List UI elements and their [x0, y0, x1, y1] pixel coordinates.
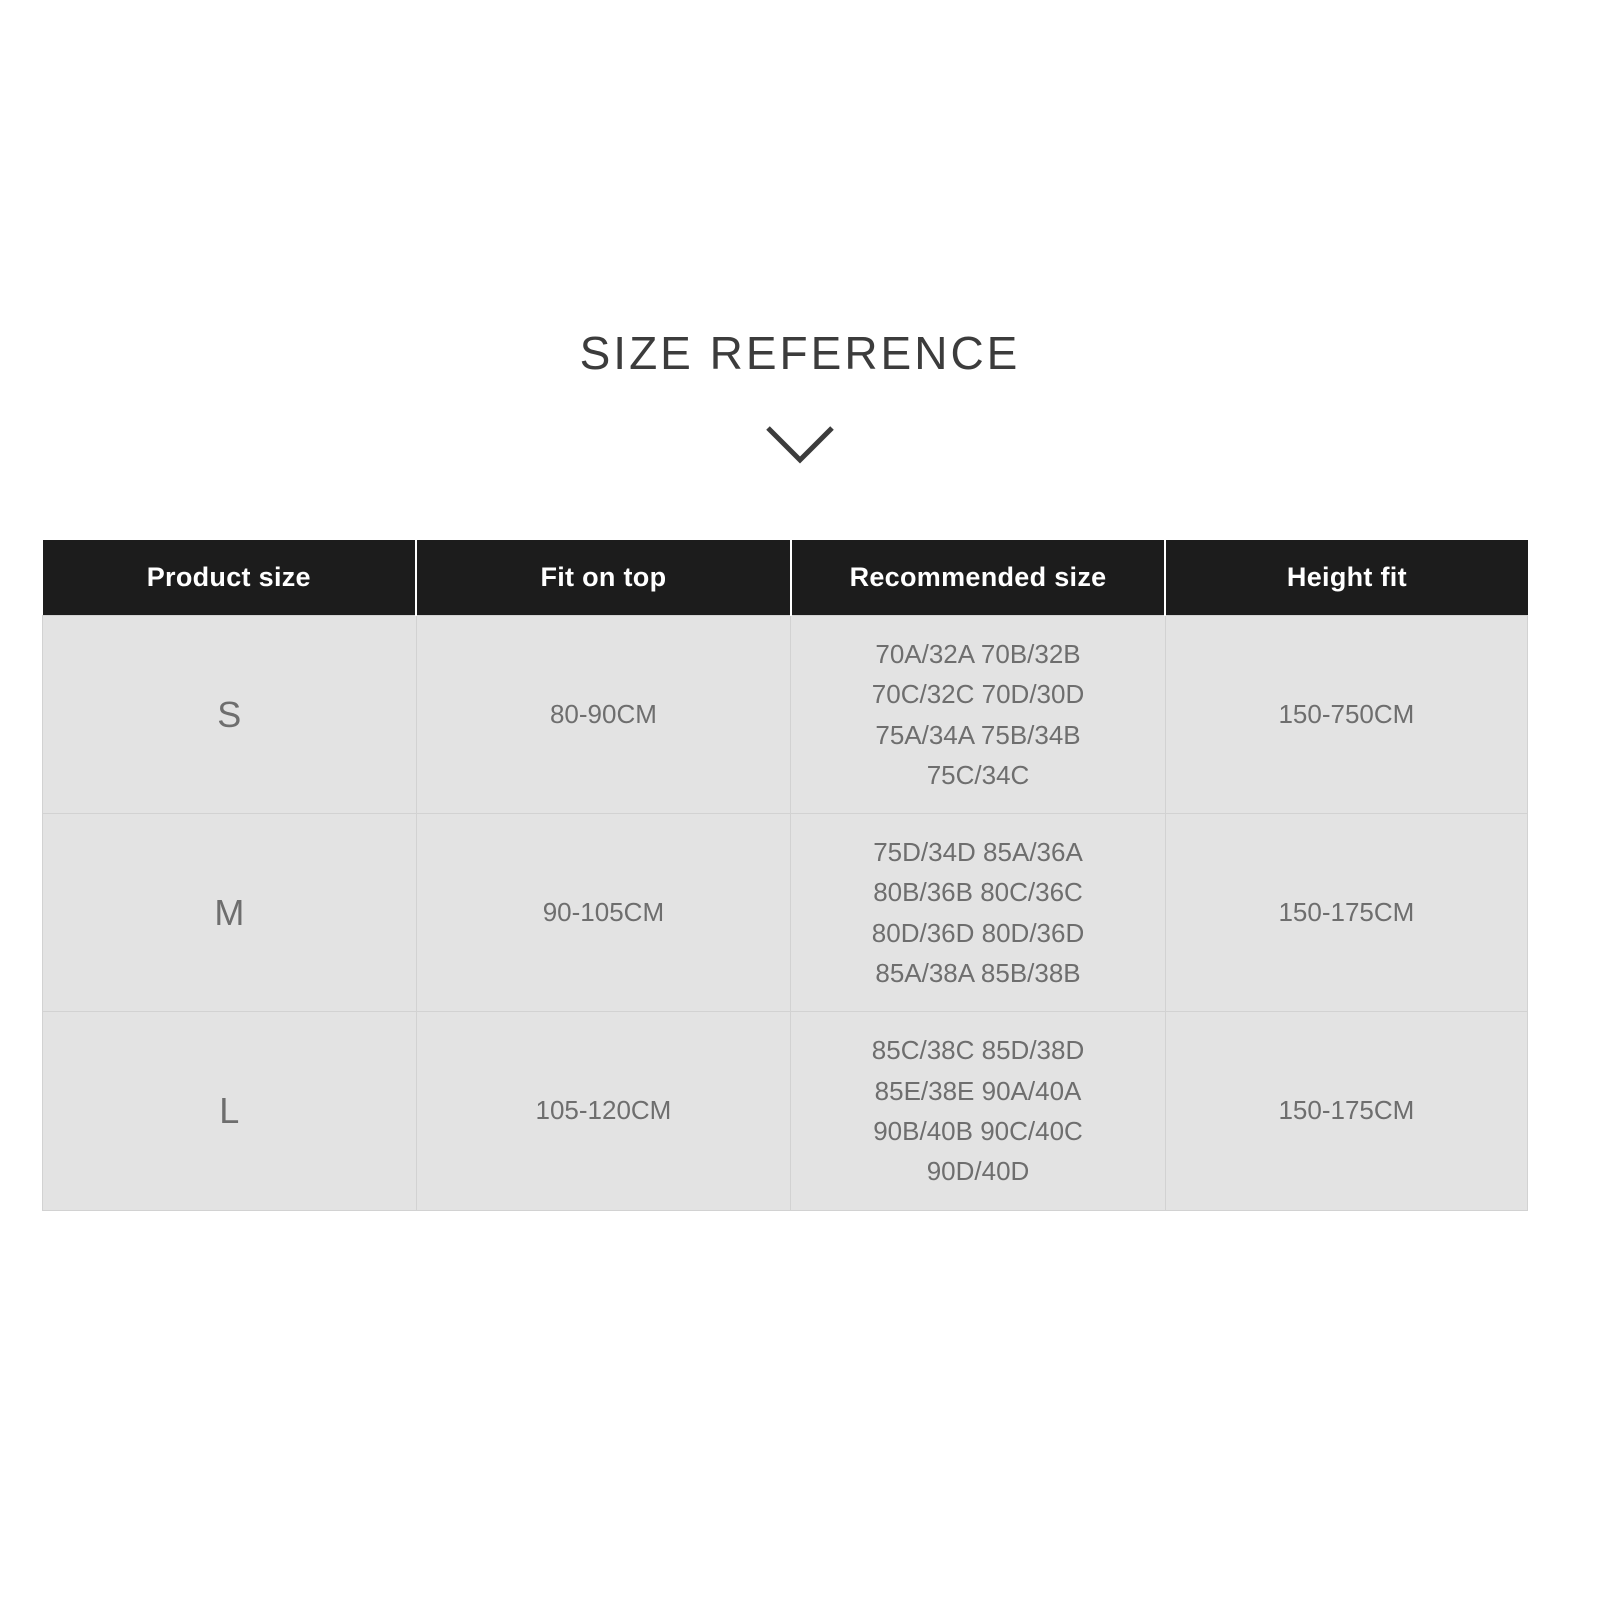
recommended-size-line: 90B/40B 90C/40C	[873, 1115, 1083, 1146]
table-header-row	[43, 540, 1528, 616]
cell-fit-on-top: 80-90CM	[416, 616, 791, 814]
cell-product-size: M	[43, 814, 417, 1012]
column-header-product-size: Product size	[43, 540, 417, 616]
recommended-size-line: 85C/38C 85D/38D	[871, 1035, 1085, 1066]
recommended-size-line: 70C/32C 70D/30D	[871, 679, 1085, 710]
table-row	[43, 1012, 1528, 1210]
column-header-height-fit: Height fit	[1165, 540, 1527, 616]
cell-height-fit: 150-175CM	[1165, 1012, 1527, 1210]
recommended-size-line: 80B/36B 80C/36C	[873, 877, 1083, 908]
chevron-down-icon	[0, 420, 1600, 468]
recommended-size-line: 90D/40D	[926, 1156, 1030, 1187]
table-header	[43, 540, 1528, 616]
column-header-fit-on-top: Fit on top	[416, 540, 791, 616]
size-table	[42, 540, 1528, 1211]
cell-fit-on-top: 105-120CM	[416, 1012, 791, 1210]
size-table-container	[42, 540, 1528, 1211]
cell-height-fit: 150-750CM	[1165, 616, 1527, 814]
cell-recommended-size	[791, 616, 1166, 814]
cell-fit-on-top: 90-105CM	[416, 814, 791, 1012]
column-header-recommended-size: Recommended size	[791, 540, 1166, 616]
table-body	[43, 616, 1528, 1211]
table-row	[43, 814, 1528, 1012]
recommended-size-line: 70A/32A 70B/32B	[875, 639, 1081, 669]
recommended-size-line: 80D/36D 80D/36D	[871, 917, 1085, 948]
page-title: SIZE REFERENCE	[579, 327, 1021, 379]
cell-recommended-size	[791, 1012, 1166, 1210]
recommended-size-line: 85E/38E 90A/40A	[874, 1075, 1082, 1106]
cell-product-size: L	[43, 1012, 417, 1210]
recommended-size-line: 75A/34A 75B/34B	[875, 719, 1081, 750]
cell-height-fit: 150-175CM	[1165, 814, 1527, 1012]
cell-recommended-size	[791, 814, 1166, 1012]
recommended-size-line: 75D/34D 85A/36A	[873, 837, 1083, 868]
recommended-size-line: 75C/34C	[926, 759, 1030, 790]
table-row	[43, 616, 1528, 814]
cell-product-size: S	[43, 616, 417, 814]
recommended-size-line: 85A/38A 85B/38B	[875, 958, 1081, 989]
